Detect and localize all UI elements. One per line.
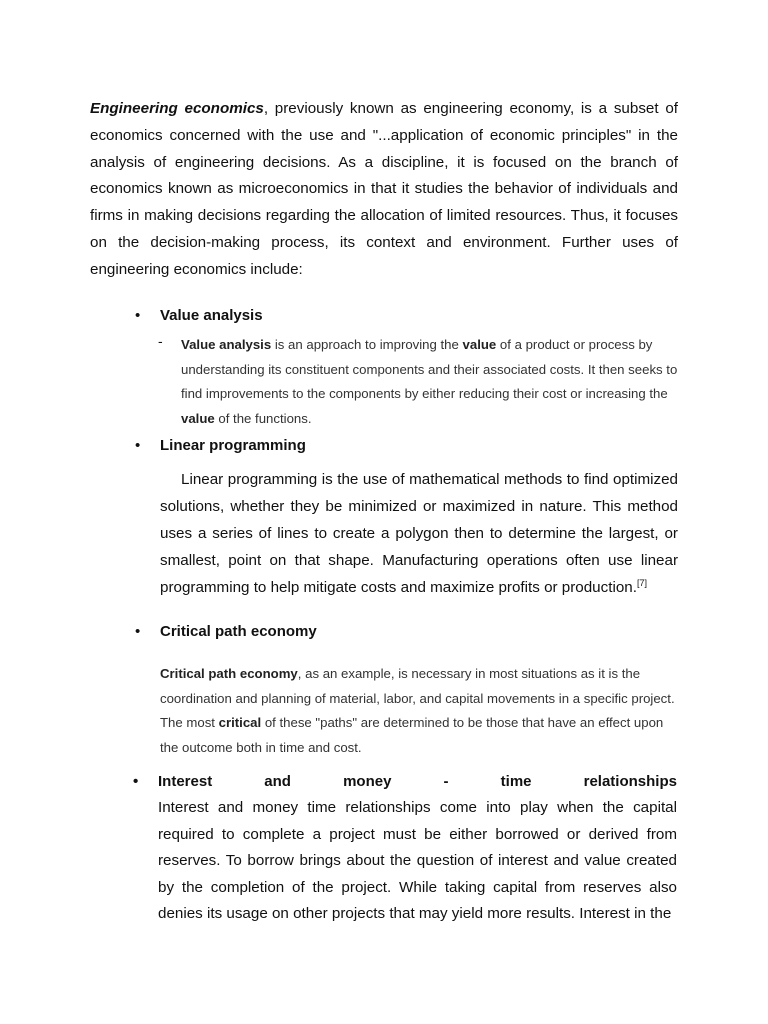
- critical-path-heading: Critical path economy: [160, 623, 317, 640]
- critical-path-text-1: , as an example, is necessary in most situations as it is the coordination and planning of material, labor, and capital movements in a specific project. The most: [160, 666, 675, 731]
- intro-term: Engineering economics: [90, 100, 264, 117]
- value-bold-2: value: [181, 410, 215, 426]
- linear-programming-heading: Linear programming: [160, 437, 306, 454]
- bullet-icon: •: [135, 307, 141, 324]
- value-bold-1: value: [462, 337, 497, 352]
- value-analysis-paragraph: [181, 333, 681, 431]
- critical-bold: critical: [218, 715, 262, 731]
- critical-path-term: Critical path economy: [160, 666, 298, 681]
- bullet-icon: •: [133, 773, 139, 790]
- linear-programming-paragraph: [160, 466, 678, 601]
- bullet-icon: •: [135, 437, 141, 454]
- value-analysis-heading: Value analysis: [160, 307, 263, 324]
- intro-text: , previously known as engineering economy, is a subset of economics concerned with the use and "...application of economic principles" in the analysis of engineering decisions. As a discipline, it is focused on the branch of economics known as microeconomics in that it studies the behavior of individuals and firms in making decisions regarding the allocation of limited resources. Thus, it focuses on the decision-making process, its context and environment. Further uses of engineering economics include:: [90, 100, 678, 278]
- dash-icon: -: [158, 333, 163, 349]
- critical-path-paragraph: [160, 662, 680, 761]
- heading-word: money: [343, 773, 392, 790]
- bullet-icon: •: [135, 623, 141, 640]
- value-analysis-text-1: is an approach to improving the: [271, 337, 463, 352]
- heading-word: -: [443, 773, 449, 790]
- heading-word: relationships: [583, 773, 677, 790]
- value-analysis-text-3: of the functions.: [214, 410, 312, 426]
- citation-link[interactable]: [7]: [636, 577, 647, 588]
- critical-path-text-2: of these "paths" are determined to be those that have an effect upon the outcome both in time and cost.: [160, 715, 664, 756]
- linear-programming-text: Linear programming is the use of mathematical methods to find optimized solutions, whether they be minimized or maximized in nature. This method uses a series of lines to create a polygon then to determine the largest, or smallest, point on that shape. Manufacturing operations often use linear programming to help mitigate costs and maximize profits or production.: [160, 471, 678, 596]
- heading-word: and: [264, 773, 291, 790]
- value-analysis-term: Value analysis: [181, 337, 272, 352]
- value-analysis-text-2: of a product or process by understanding its constituent components and their associated costs. It then seeks to find improvements to the components by either reducing their cost or increasing the: [181, 337, 678, 401]
- interest-money-paragraph: Interest and money time relationships come into play when the capital required to complete a project must be either borrowed or derived from reserves. To borrow brings about the question of interest and value created by the completion of the project. While taking capital from reserves also denies its usage on other projects that may yield more results. Interest in the: [158, 799, 677, 922]
- heading-word: Interest: [158, 773, 213, 790]
- intro-paragraph: [90, 96, 678, 284]
- interest-money-heading: [158, 772, 677, 792]
- heading-word: time: [500, 773, 532, 790]
